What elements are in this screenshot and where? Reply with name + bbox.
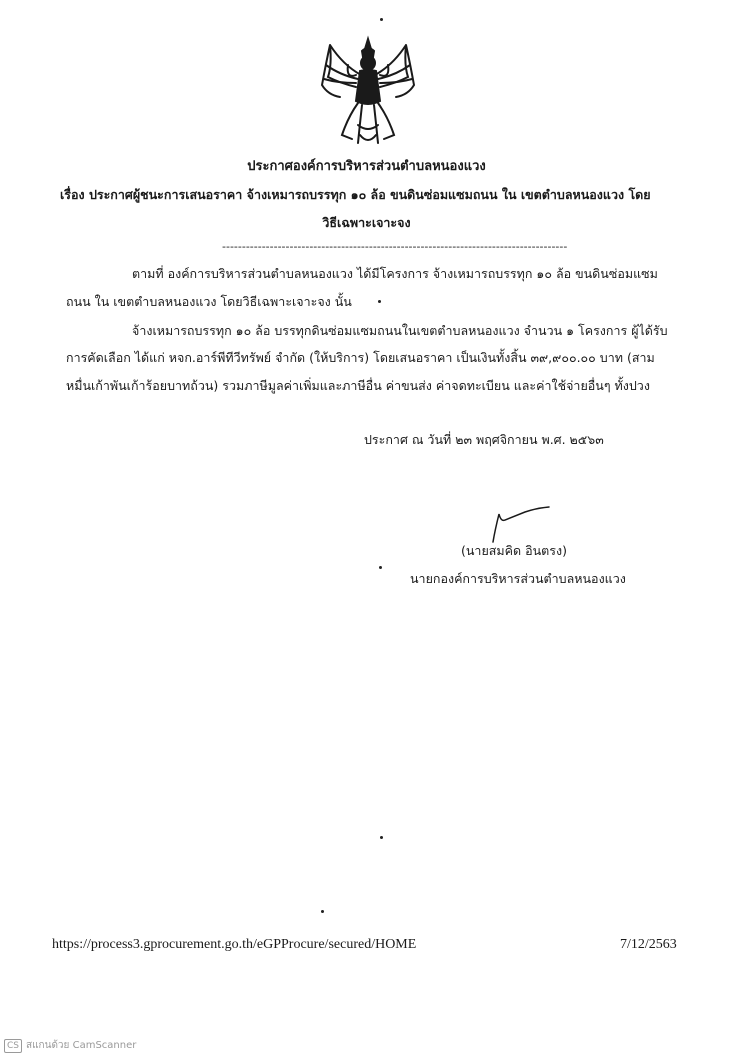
- announcement-title: ประกาศองค์การบริหารส่วนตำบลหนองแวง: [247, 159, 486, 174]
- paragraph-1-line-1: ตามที่ องค์การบริหารส่วนตำบลหนองแวง ได้มีโครงการ จ้างเหมารถบรรทุก ๑๐ ล้อ ขนดินซ่อมแซม: [132, 266, 658, 281]
- print-date: 7/12/2563: [620, 937, 677, 952]
- scan-speck: [379, 566, 382, 569]
- scan-speck: [378, 300, 381, 303]
- scan-speck: [321, 910, 324, 913]
- divider-line: ---------------------------------------------------------------------------------------: [222, 240, 568, 253]
- scan-speck: [380, 18, 383, 21]
- paragraph-2-line-1: จ้างเหมารถบรรทุก ๑๐ ล้อ บรรทุกดินซ่อมแซมถนนในเขตตำบลหนองแวง จำนวน ๑ โครงการ ผู้ได้รับ: [132, 323, 668, 338]
- camscanner-text: สแกนด้วย CamScanner: [26, 1040, 137, 1051]
- scan-speck: [380, 836, 383, 839]
- paragraph-2-line-2: การคัดเลือก ได้แก่ หจก.อาร์พีทีวีทรัพย์ จำกัด (ให้บริการ) โดยเสนอราคา เป็นเงินทั้งสิ้น ๓๙,๙๐๐.๐๐ บาท (สาม: [66, 350, 655, 365]
- source-url: https://process3.gprocurement.go.th/eGPProcure/secured/HOME: [52, 937, 417, 952]
- paragraph-1-line-2: ถนน ใน เขตตำบลหนองแวง โดยวิธีเฉพาะเจาะจง นั้น: [66, 294, 352, 309]
- garuda-emblem-icon: [318, 35, 418, 150]
- signatory-name: (นายสมคิด อินตรง): [461, 543, 567, 558]
- paragraph-2-line-3: หมื่นเก้าพันเก้าร้อยบาทถ้วน) รวมภาษีมูลค่าเพิ่มและภาษีอื่น ค่าขนส่ง ค่าจดทะเบียน และค่าใช้จ่ายอื่นๆ ทั้งปวง: [66, 378, 650, 393]
- signatory-position: นายกองค์การบริหารส่วนตำบลหนองแวง: [410, 571, 626, 586]
- subject-line-1: เรื่อง ประกาศผู้ชนะการเสนอราคา จ้างเหมารถบรรทุก ๑๐ ล้อ ขนดินซ่อมแซมถนน ใน เขตตำบลหนองแวง โดย: [60, 187, 651, 202]
- subject-line-2: วิธีเฉพาะเจาะจง: [322, 215, 411, 230]
- camscanner-logo-icon: CS: [4, 1039, 22, 1053]
- camscanner-watermark: [4, 1038, 136, 1053]
- announcement-date: ประกาศ ณ วันที่ ๒๓ พฤศจิกายน พ.ศ. ๒๕๖๓: [364, 432, 604, 447]
- signature-icon: [485, 500, 555, 545]
